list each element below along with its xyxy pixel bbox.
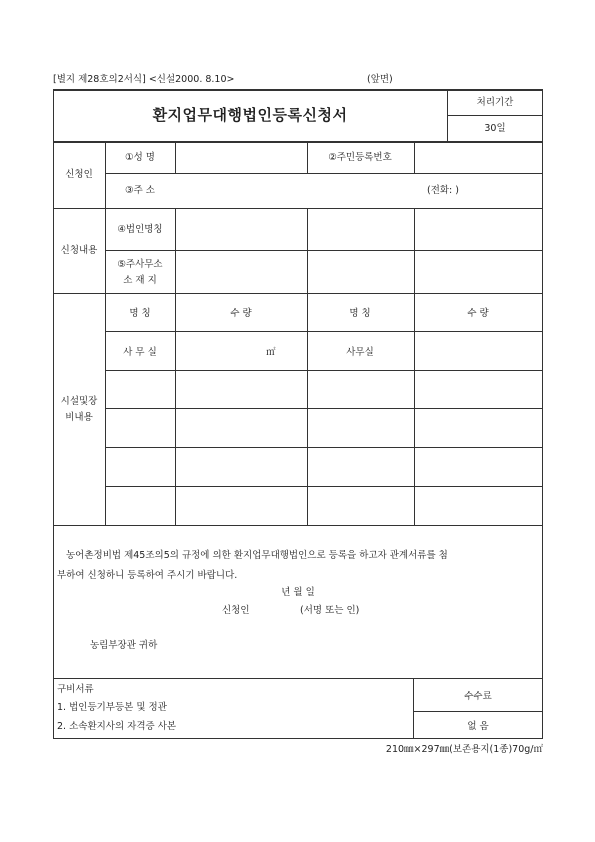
fee-label: 수수료 [464, 691, 492, 702]
facility-col-qty-2: 수 량 [467, 308, 489, 319]
office-location-label-1: ⑤주사무소 [117, 259, 163, 270]
facility-entry-rows[interactable] [106, 371, 542, 524]
facility-section-label-1: 시설및장 [60, 396, 98, 407]
signature-placeholder[interactable]: (서명 또는 인) [300, 605, 360, 616]
facility-col-name-1: 명 칭 [129, 308, 151, 319]
facility-office-2: 사무실 [346, 347, 374, 358]
applicant-section-label: 신청인 [65, 169, 93, 180]
date-line: 년 월 일 [281, 587, 315, 598]
resident-id-label: ②주민등록번호 [328, 152, 392, 163]
statement-line-2: 부하여 신청하니 등록하여 주시기 바랍니다. [57, 570, 238, 581]
paper-spec: 210㎜×297㎜(보존용지(1종)70g/㎡ [385, 744, 543, 755]
fee-value: 없 음 [467, 721, 489, 732]
phone-label: (전화: ) [427, 185, 459, 196]
form-title: 환지업무대행법인등록신청서 [152, 106, 348, 124]
required-docs-label: 구비서류 [57, 684, 94, 695]
corp-name-field[interactable] [176, 209, 542, 249]
applicant-sign-label: 신청인 [222, 605, 250, 616]
page-side-label: (앞면) [367, 74, 393, 85]
facility-col-name-2: 명 칭 [349, 308, 371, 319]
address-label: ③주 소 [125, 185, 155, 196]
required-doc-1: 1. 법인등기부등본 및 정관 [57, 702, 167, 713]
office-location-label-2: 소 재 지 [123, 275, 157, 286]
facility-office-1: 사 무 실 [123, 347, 157, 358]
processing-period-label: 처리기간 [476, 97, 514, 108]
addressee: 농림부장관 귀하 [90, 640, 158, 651]
resident-id-field[interactable] [415, 142, 541, 172]
facility-section-label-2: 비내용 [65, 412, 93, 423]
facility-area-unit: ㎡ [266, 347, 276, 358]
application-section-label: 신청내용 [60, 245, 98, 256]
form-number: [별지 제28호의2서식] <신설2000. 8.10> [53, 74, 235, 85]
required-doc-2: 2. 소속환지사의 자격증 사본 [57, 721, 177, 732]
facility-col-qty-1: 수 량 [230, 308, 252, 319]
corp-name-label: ④법인명칭 [117, 224, 163, 235]
statement-line-1: 농어촌정비법 제45조의5의 규정에 의한 환지업무대행법인으로 등록을 하고자 관계서류를 첨 [66, 550, 448, 561]
office-location-field[interactable] [176, 251, 542, 292]
name-field[interactable] [176, 142, 306, 172]
name-label: ①성 명 [125, 152, 155, 163]
processing-period-value: 30일 [484, 123, 506, 134]
address-field[interactable] [176, 174, 426, 207]
